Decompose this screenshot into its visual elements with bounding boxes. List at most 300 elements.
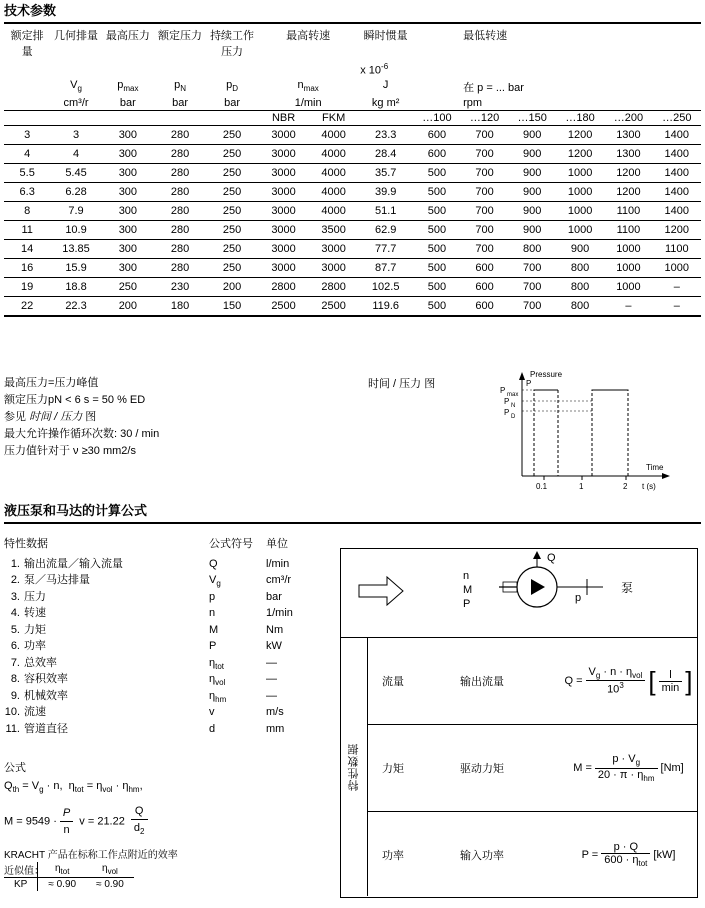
- cell-nbr: 2800: [258, 277, 309, 296]
- header-cell-nominal-pressure: 额定压力: [154, 23, 206, 61]
- item-name: 管道直径: [24, 722, 68, 735]
- formula-heading: 公式: [4, 762, 26, 774]
- cell-pmax: 300: [102, 163, 154, 182]
- item-name: 功率: [24, 640, 46, 652]
- cell-nbr: 2500: [258, 296, 309, 316]
- cell-r100: 600: [413, 144, 461, 163]
- cell-fkm: 3500: [309, 220, 358, 239]
- cell-j: 23.3: [358, 125, 413, 144]
- svg-text:P: P: [504, 397, 510, 406]
- formula-line-1: $Q_{th} = V_g \cdot n$, $\eta_{tot} = \eta_{vol} \cdot \eta_{hm}$,: [4, 780, 143, 795]
- svg-text:t (s): t (s): [642, 482, 656, 491]
- cell-pn: 280: [154, 258, 206, 277]
- cell-fkm: 2800: [309, 277, 358, 296]
- unit-fraction: [659, 669, 683, 694]
- fraction-denominator: $600 \cdot \eta_{tot}$: [604, 854, 648, 869]
- cell-j: 51.1: [358, 201, 413, 220]
- item-unit: kW: [266, 640, 282, 652]
- table-row: [4, 258, 701, 277]
- cell-r120: 700: [461, 220, 509, 239]
- list-item: [4, 704, 334, 721]
- cell-pmax: 300: [102, 182, 154, 201]
- cell-pn: 280: [154, 163, 206, 182]
- note-line-5: 压力值针对于 ν ≥30 mm2/s: [4, 445, 136, 457]
- panel-row-power: [368, 812, 697, 898]
- cell-nbr: 3000: [258, 144, 309, 163]
- cell-r150: 900: [508, 220, 556, 239]
- cell-vg: 6.28: [50, 182, 101, 201]
- cell-pd: 250: [206, 163, 258, 182]
- svg-text:n: n: [463, 570, 470, 582]
- list-item: [4, 688, 334, 705]
- table-row: [4, 296, 701, 316]
- cell-pmax: 300: [102, 144, 154, 163]
- equation-unit: [kW]: [653, 849, 676, 861]
- table-row: [4, 125, 701, 144]
- item-unit: —: [266, 689, 277, 702]
- table-header-row-note: [4, 61, 701, 78]
- cell-r150: 700: [508, 296, 556, 316]
- cell-fkm: 4000: [309, 163, 358, 182]
- symbol-vg: $V_g$: [70, 78, 82, 93]
- cell-r180: 1000: [556, 220, 604, 239]
- cell-r180: 1000: [556, 182, 604, 201]
- section-divider: [4, 522, 701, 524]
- svg-text:泵: 泵: [621, 581, 634, 595]
- notes-block: [4, 375, 324, 460]
- item-unit: —: [266, 656, 277, 669]
- cell-r120: 600: [461, 296, 509, 316]
- cell-vg: 5.45: [50, 163, 101, 182]
- item-symbol: Q: [209, 557, 218, 570]
- item-name: 泵／马达排量: [24, 574, 90, 586]
- cell-pd: 250: [206, 220, 258, 239]
- cell-r120: 700: [461, 182, 509, 201]
- header-cell-min-speed: 最低转速: [413, 23, 701, 61]
- item-name: 流速: [24, 706, 46, 718]
- cell-r150: 900: [508, 201, 556, 220]
- kp-row-label: KP: [4, 878, 38, 892]
- symbol-pn: $p_N$: [174, 78, 186, 93]
- row-name: 输出流量: [460, 676, 504, 688]
- fraction-p-over-n: $\frac{P}{n}$: [60, 805, 73, 838]
- cell-r120: 700: [461, 125, 509, 144]
- kp-value-tot: ≈ 0.90: [48, 879, 77, 890]
- cell-r120: 600: [461, 277, 509, 296]
- cell-r250: 1000: [653, 258, 701, 277]
- svg-text:M: M: [463, 584, 473, 596]
- header-note-exponent: x $10^{-6}$: [360, 62, 389, 77]
- cell-r200: 1000: [604, 277, 652, 296]
- cell-pn: 280: [154, 144, 206, 163]
- table-row: [4, 220, 701, 239]
- list-item: [4, 605, 334, 622]
- col-header-symbol: 公式符号: [209, 538, 253, 550]
- table-header-row-symbols: [4, 78, 701, 96]
- item-symbol: $\eta_{vol}$: [209, 673, 226, 688]
- characteristic-data-list: [4, 536, 334, 737]
- item-unit: —: [266, 673, 277, 685]
- symbol-j: J: [382, 78, 389, 91]
- item-unit: bar: [266, 590, 282, 603]
- bracket-left: [: [648, 666, 656, 696]
- cell-r150: 900: [508, 163, 556, 182]
- cell-r250: –: [653, 277, 701, 296]
- cell-r180: 1200: [556, 144, 604, 163]
- row-name: 输入功率: [460, 850, 504, 862]
- cell-pd: 250: [206, 144, 258, 163]
- equation-fraction: [601, 841, 650, 868]
- cell-r150: 800: [508, 239, 556, 258]
- section-title-technical-data: 技术参数: [4, 3, 57, 18]
- cell-r180: 1000: [556, 163, 604, 182]
- cell-size: 11: [4, 220, 50, 239]
- cell-r100: 600: [413, 125, 461, 144]
- cell-pmax: 300: [102, 125, 154, 144]
- subheader-250: …250: [653, 110, 701, 125]
- cell-nbr: 3000: [258, 220, 309, 239]
- panel-rows: [368, 638, 697, 896]
- item-symbol: p: [209, 590, 216, 603]
- item-name: 转速: [24, 607, 46, 619]
- cell-r100: 500: [413, 201, 461, 220]
- panel-row-flow: [368, 638, 697, 724]
- cell-r250: 1400: [653, 125, 701, 144]
- svg-text:max: max: [507, 392, 519, 398]
- cell-r250: –: [653, 296, 701, 316]
- fraction-numerator: p · Q: [601, 841, 650, 854]
- col-header-unit: 单位: [266, 538, 288, 550]
- subheader-150: …150: [508, 110, 556, 125]
- cell-fkm: 4000: [309, 144, 358, 163]
- item-unit: cm³/r: [266, 574, 292, 586]
- svg-text:2: 2: [623, 482, 628, 491]
- equation-lhs: M =: [573, 762, 592, 774]
- formula-diagram-panel: [340, 548, 698, 898]
- item-symbol-sub: g: [216, 579, 221, 589]
- cell-size: 8: [4, 201, 50, 220]
- pump-schematic-svg: [341, 549, 695, 636]
- panel-vertical-label: [341, 638, 368, 896]
- section-formulas: [0, 500, 705, 524]
- cell-r200: –: [604, 296, 652, 316]
- item-name: 机械效率: [24, 689, 68, 702]
- cell-j: 62.9: [358, 220, 413, 239]
- svg-text:p: p: [575, 592, 582, 604]
- cell-size: 6.3: [4, 182, 50, 201]
- header-cell-geometric-displacement: 几何排量: [50, 23, 101, 61]
- cell-vg: 22.3: [50, 296, 101, 316]
- cell-size: 14: [4, 239, 50, 258]
- svg-text:1: 1: [579, 482, 584, 491]
- unit-nmax: 1/min: [294, 96, 322, 109]
- subheader-200: …200: [604, 110, 652, 125]
- item-symbol: d: [209, 722, 216, 735]
- cell-r120: 600: [461, 258, 509, 277]
- svg-text:P: P: [526, 379, 532, 388]
- table-row: [4, 182, 701, 201]
- list-item: [4, 721, 334, 738]
- fraction-denominator: $10^3$: [607, 681, 624, 696]
- unit-rpm: rpm: [463, 96, 483, 109]
- row-name: 驱动力矩: [460, 763, 504, 775]
- kp-efficiency-table: [4, 862, 134, 891]
- cell-fkm: 3000: [309, 258, 358, 277]
- cell-size: 19: [4, 277, 50, 296]
- cell-size: 16: [4, 258, 50, 277]
- cell-vg: 10.9: [50, 220, 101, 239]
- list-header: [4, 536, 334, 553]
- table-row: [4, 239, 701, 258]
- item-name: 总效率: [24, 656, 57, 669]
- time-pressure-svg: [486, 368, 696, 498]
- cell-pn: 280: [154, 201, 206, 220]
- note-line-4: 最大允许操作循环次数: 30 / min: [4, 428, 160, 440]
- cell-pmax: 300: [102, 258, 154, 277]
- cell-size: 22: [4, 296, 50, 316]
- svg-text:P: P: [504, 408, 510, 417]
- note-line-3-italic: 时间 / 压力: [29, 411, 83, 423]
- list-item: [4, 671, 334, 688]
- cell-pd: 250: [206, 239, 258, 258]
- row-category: 功率: [382, 850, 404, 862]
- cell-vg: 7.9: [50, 201, 101, 220]
- header-cell-rated-displacement: 额定排量: [4, 23, 50, 61]
- pump-schematic: [341, 549, 697, 637]
- cell-r150: 900: [508, 144, 556, 163]
- cell-pn: 180: [154, 296, 206, 316]
- unit-pd: bar: [224, 96, 241, 109]
- cell-nbr: 3000: [258, 125, 309, 144]
- item-name: 容积效率: [24, 673, 68, 685]
- cell-pd: 250: [206, 201, 258, 220]
- cell-j: 102.5: [358, 277, 413, 296]
- item-symbol: $V_g$: [209, 574, 221, 589]
- kp-header-eta-vol: $\eta_{vol}$: [86, 862, 134, 878]
- cell-pmax: 300: [102, 239, 154, 258]
- item-name: 输出流量／输入流量: [24, 557, 123, 570]
- cell-nbr: 3000: [258, 163, 309, 182]
- cell-r100: 500: [413, 220, 461, 239]
- cell-fkm: 2500: [309, 296, 358, 316]
- item-unit: mm: [266, 722, 285, 735]
- kp-empty-cell: [4, 862, 38, 878]
- fraction-q-over-d2: $\frac{Q}{d_2}$: [131, 803, 148, 840]
- subheader-120: …120: [461, 110, 509, 125]
- cell-pmax: 200: [102, 296, 154, 316]
- panel-row-torque: [368, 725, 697, 811]
- cell-nbr: 3000: [258, 258, 309, 277]
- cell-j: 39.9: [358, 182, 413, 201]
- cell-r180: 1200: [556, 125, 604, 144]
- item-number: 4.: [10, 607, 20, 619]
- cell-r100: 500: [413, 163, 461, 182]
- item-unit: 1/min: [266, 607, 293, 619]
- list-item: [4, 622, 334, 639]
- equation-unit: [Nm]: [660, 762, 684, 774]
- list-item: [4, 572, 334, 589]
- svg-text:Pressure: Pressure: [530, 370, 563, 379]
- cell-size: 5.5: [4, 163, 50, 182]
- item-number: 7.: [10, 656, 20, 669]
- cell-r200: 1000: [604, 258, 652, 277]
- technical-data-table: [4, 22, 701, 317]
- cell-nbr: 3000: [258, 239, 309, 258]
- cell-vg: 3: [50, 125, 101, 144]
- cell-size: 3: [4, 125, 50, 144]
- cell-r100: 500: [413, 239, 461, 258]
- cell-pn: 280: [154, 182, 206, 201]
- item-symbol: n: [209, 607, 216, 619]
- table-row: [4, 201, 701, 220]
- cell-nbr: 3000: [258, 201, 309, 220]
- table-row: [4, 277, 701, 296]
- item-number: 5.: [10, 623, 20, 636]
- svg-text:N: N: [511, 403, 516, 409]
- item-symbol: M: [209, 623, 219, 636]
- symbol-pmax: $p_{max}$: [117, 78, 139, 93]
- table-header-row-subcols: [4, 110, 701, 125]
- header-cell-max-speed: 最高转速: [258, 23, 358, 61]
- cell-fkm: 3000: [309, 239, 358, 258]
- item-symbol: v: [209, 706, 215, 718]
- fraction-numerator: $V_g \cdot n \cdot \eta_{vol}$: [586, 666, 646, 681]
- cell-r200: 1100: [604, 220, 652, 239]
- svg-text:0.1: 0.1: [536, 482, 548, 491]
- svg-text:Q: Q: [547, 552, 556, 564]
- item-name: 压力: [24, 590, 46, 603]
- kp-value-vol: ≈ 0.90: [96, 879, 124, 890]
- cell-r100: 500: [413, 182, 461, 201]
- cell-pn: 230: [154, 277, 206, 296]
- item-unit: l/min: [266, 557, 290, 570]
- cell-r200: 1300: [604, 125, 652, 144]
- cell-r180: 900: [556, 239, 604, 258]
- cell-r100: 500: [413, 277, 461, 296]
- subheader-100: …100: [413, 110, 461, 125]
- cell-vg: 15.9: [50, 258, 101, 277]
- cell-r180: 800: [556, 277, 604, 296]
- cell-r150: 900: [508, 125, 556, 144]
- cell-pd: 250: [206, 182, 258, 201]
- cell-pn: 280: [154, 220, 206, 239]
- item-name: 力矩: [24, 623, 46, 636]
- subheader-nbr: NBR: [258, 110, 309, 125]
- cell-vg: 13.85: [50, 239, 101, 258]
- item-number: 9.: [10, 689, 20, 702]
- cell-pmax: 250: [102, 277, 154, 296]
- section-title-formulas: 液压泵和马达的计算公式: [4, 503, 148, 518]
- equation-lhs: Q =: [564, 675, 583, 687]
- unit-j: kg m²: [371, 96, 400, 109]
- table-row: [4, 163, 701, 182]
- fraction-denominator: $20 \cdot \pi \cdot \eta_{hm}$: [597, 768, 655, 783]
- efficiency-note-1: KRACHT 产品在标称工作点附近的效率: [4, 850, 178, 862]
- row-equation: [560, 841, 697, 868]
- cell-r180: 1000: [556, 201, 604, 220]
- kp-value-row: [4, 878, 134, 892]
- row-category: 力矩: [382, 763, 404, 775]
- list-item: [4, 638, 334, 655]
- unit-numerator: l: [659, 669, 683, 682]
- table-row: [4, 144, 701, 163]
- item-symbol: $\eta_{tot}$: [209, 656, 225, 671]
- subheader-fkm: FKM: [309, 110, 358, 125]
- kp-header-eta-tot: $\eta_{tot}$: [38, 862, 86, 878]
- item-symbol-sub: vol: [215, 678, 226, 688]
- cell-r250: 1100: [653, 239, 701, 258]
- equation-fraction: [586, 666, 646, 696]
- unit-pmax: bar: [119, 96, 136, 109]
- cell-size: 4: [4, 144, 50, 163]
- cell-r200: 1100: [604, 201, 652, 220]
- row-equation: [560, 753, 697, 782]
- panel-body: [341, 638, 697, 896]
- cell-fkm: 4000: [309, 182, 358, 201]
- item-symbol: P: [209, 640, 217, 652]
- cell-pmax: 300: [102, 220, 154, 239]
- row-equation: [560, 666, 697, 696]
- cell-pn: 280: [154, 125, 206, 144]
- cell-vg: 4: [50, 144, 101, 163]
- item-symbol: $\eta_{hm}$: [209, 689, 227, 704]
- bracket-right: ]: [685, 666, 693, 696]
- cell-r180: 800: [556, 258, 604, 277]
- item-symbol-sub: tot: [215, 661, 225, 671]
- cell-r120: 700: [461, 201, 509, 220]
- cell-r250: 1400: [653, 144, 701, 163]
- cell-vg: 18.8: [50, 277, 101, 296]
- cell-r120: 700: [461, 163, 509, 182]
- svg-text:P: P: [500, 386, 506, 395]
- cell-r150: 900: [508, 182, 556, 201]
- cell-j: 35.7: [358, 163, 413, 182]
- item-number: 6.: [10, 640, 20, 652]
- header-cell-max-pressure: 最高压力: [102, 23, 154, 61]
- table-header-row-1: [4, 23, 701, 61]
- cell-fkm: 4000: [309, 125, 358, 144]
- note-line-3: [4, 409, 324, 426]
- cell-pn: 280: [154, 239, 206, 258]
- col-header-characteristic: 特性数据: [4, 538, 48, 550]
- panel-vertical-label-text: 特性数据: [348, 743, 360, 791]
- list-item: [4, 589, 334, 606]
- item-number: 3.: [10, 590, 20, 603]
- cell-nbr: 3000: [258, 182, 309, 201]
- header-cell-moment-inertia: 瞬时惯量: [358, 23, 413, 61]
- cell-r200: 1300: [604, 144, 652, 163]
- cell-r250: 1400: [653, 182, 701, 201]
- cell-fkm: 4000: [309, 201, 358, 220]
- cell-j: 119.6: [358, 296, 413, 316]
- equation-lhs: P =: [581, 849, 599, 861]
- row-category: 流量: [382, 676, 404, 688]
- note-line-1: 最高压力=压力峰值: [4, 377, 99, 389]
- cell-j: 28.4: [358, 144, 413, 163]
- unit-pn: bar: [172, 96, 188, 109]
- time-pressure-diagram: [486, 368, 696, 498]
- item-number: 1.: [10, 557, 20, 570]
- formula-line-2: M = 9549 · $\frac{P}{n}$ v = 21.22 $\frac{Q}{d_2}$: [4, 803, 334, 840]
- symbol-pd: $p_D$: [226, 78, 239, 93]
- cell-pd: 150: [206, 296, 258, 316]
- item-number: 10.: [4, 706, 20, 718]
- cell-r100: 500: [413, 296, 461, 316]
- kp-header-row: [4, 862, 134, 878]
- svg-text:P: P: [463, 598, 471, 610]
- svg-text:D: D: [511, 414, 516, 420]
- cell-r200: 1000: [604, 239, 652, 258]
